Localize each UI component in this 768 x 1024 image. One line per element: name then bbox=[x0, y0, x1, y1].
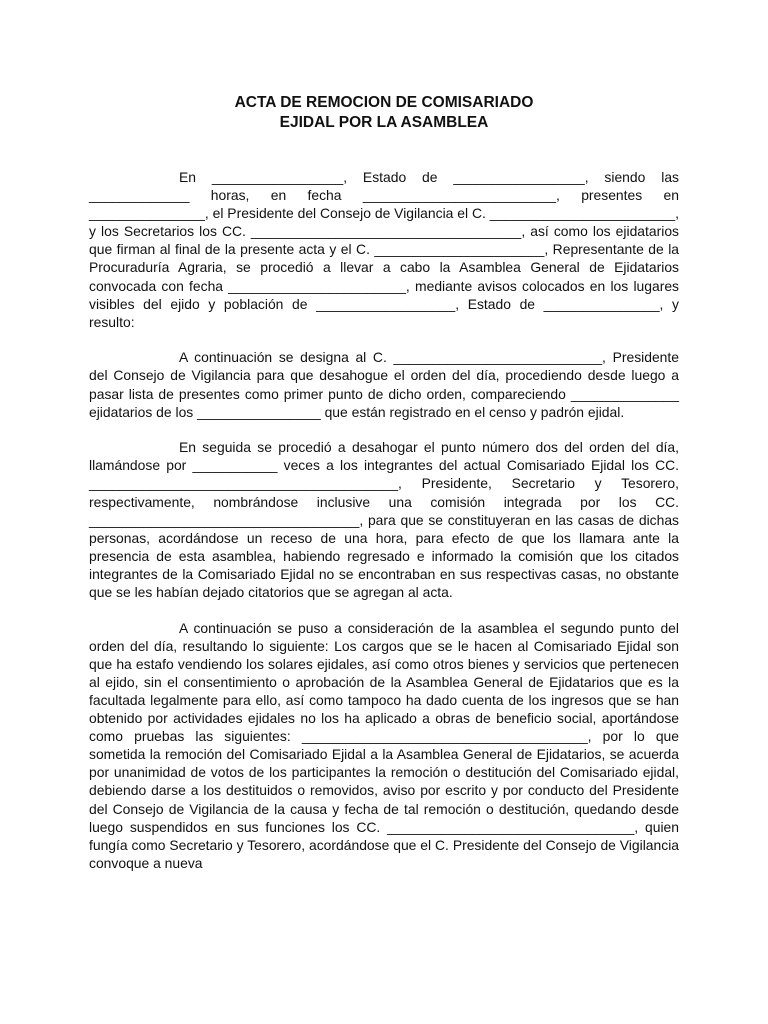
paragraph-removal: A continuación se puso a consideración de la asamblea el segundo punto del orden del día, resultando lo siguiente: Los cargos que se le hacen al Comisariado Ejidal son que ha estafo vendiendo los solares ejidales, así como otros bienes y servicios que pertenecen al ejido, sin el consentimiento o aprobación de la Asamblea General de Ejidatarios que es la facultada legalmente para ello, así como tampoco ha dado cuenta de los ingresos que se han obtenido por actividades ejidales no los ha aplicado a obras de beneficio social, aportándose como pruebas las siguientes: _____________________________________, por lo que sometida la remoción del Comisariado Ejidal a la Asamblea General de Ejidatarios, se acuerda por unanimidad de votos de los participantes la remoción o destitución del Comisariado ejidal, debiendo darse a los destituidos o removidos, aviso por escrito y por conducto del Presidente del Consejo de Vigilancia de la causa y fecha de tal remoción o destitución, quedando desde luego suspendidos en sus funciones los CC. ________________________________, quien fungía como Secretario y Tesorero, acordándose que el C. Presidente del Consejo de Vigilancia convoque a nueva bbox=[89, 619, 679, 871]
document-body bbox=[89, 168, 679, 889]
title-line-1: ACTA DE REMOCION DE COMISARIADO bbox=[234, 94, 534, 111]
paragraph-second-point: En seguida se procedió a desahogar el punto número dos del orden del día, llamándose por ___________ veces a los integrantes del actual Comisariado Ejidal los CC. ________________________________________, Presidente, Secretario y Tesorero, respectivamente, nombrándose inclusive una comisión integrada por los CC. ___________________________________, para que se constituyeran en las casas de dichas personas, acordándose un receso de una hora, para efecto de que los llamara ante la presencia de esta asamblea, habiendo regresado e informado la comisión que los citados integrantes de la Comisariado Ejidal no se encontraban en sus respectivas casas, no obstante que se les habían dejado citatorios que se agregan al acta. bbox=[89, 439, 679, 600]
paragraph-opening: En _________________, Estado de _________________, siendo las _____________ horas, en fecha _________________________, presentes en _______________, el Presidente del Consejo de Vigilancia el C. ________________________, y los Secretarios los CC. ___________________________________, así como los ejidatarios que firman al final de la presente acta y el C. ______________________, Representante de la Procuraduría Agraria, se procedió a llevar a cabo la Asamblea General de Ejidatarios convocada con fecha _______________________, mediante avisos colocados en los lugares visibles del ejido y población de __________________, Estado de _______________, y resulto: bbox=[89, 169, 679, 330]
document-title bbox=[0, 93, 768, 133]
title-line-2: EJIDAL POR LA ASAMBLEA bbox=[279, 114, 489, 131]
paragraph-designation: A continuación se designa al C. ___________________________, Presidente del Consejo de Vigilancia para que desahogue el orden del día, procediendo desde luego a pasar lista de presentes como primer punto de dicho orden, compareciendo ______________ ejidatarios de los ________________ que están registrado en el censo y padrón ejidal. bbox=[89, 349, 679, 420]
